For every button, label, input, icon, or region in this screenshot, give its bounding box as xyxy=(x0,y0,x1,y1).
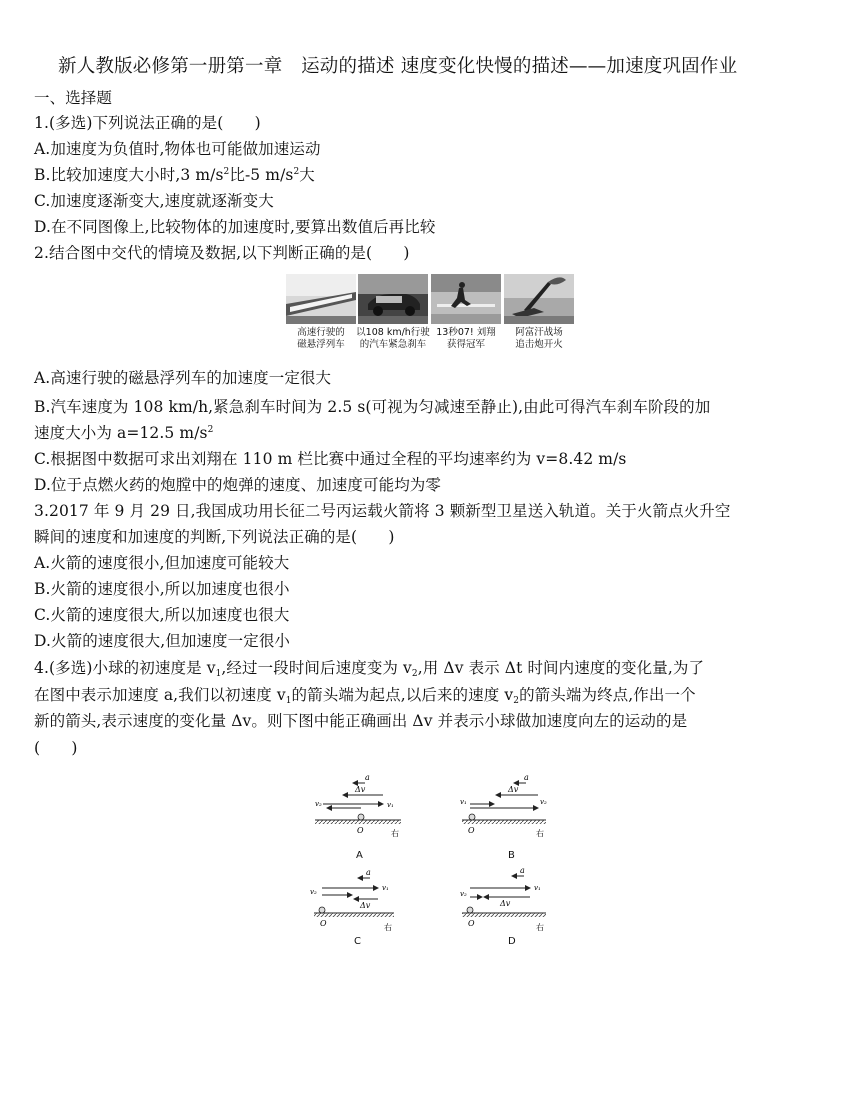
diagram-b-dv-label: Δv xyxy=(508,785,519,794)
diagram-c-v1-label: v₁ xyxy=(382,884,389,892)
diagram-b-v2-label: v₂ xyxy=(540,798,547,806)
diagram-d-v1-label: v₁ xyxy=(534,884,541,892)
diagram-b xyxy=(458,770,548,860)
q1-option-c: C.加速度逐渐变大,速度就逐渐变大 xyxy=(34,192,274,210)
q3-stem-line2: 瞬间的速度和加速度的判断,下列说法正确的是( ) xyxy=(34,528,395,546)
diagram-b-v1-label: v₁ xyxy=(460,798,467,806)
page-title: 新人教版必修第一册第一章 运动的描述 速度变化快慢的描述——加速度巩固作业 xyxy=(58,56,738,77)
photo-caption-maglev: 高速行驶的 磁悬浮列车 xyxy=(297,327,345,350)
section-heading: 一、选择题 xyxy=(34,89,113,107)
diagram-c-v2-label: v₂ xyxy=(310,888,317,896)
diagram-a-origin-label: O xyxy=(357,826,364,835)
q1-option-d: D.在不同图像上,比较物体的加速度时,要算出数值后再比较 xyxy=(34,218,436,236)
diagram-b-caption: B xyxy=(508,850,515,861)
diagram-d xyxy=(458,866,548,956)
q2-option-b-line1: B.汽车速度为 108 km/h,紧急刹车时间为 2.5 s(可视为匀减速至静止),由此可得汽车刹车阶段的加 xyxy=(34,398,711,416)
diagram-d-dv-label: Δv xyxy=(500,899,511,908)
car-braking-photo xyxy=(358,274,428,324)
q1-option-a: A.加速度为负值时,物体也可能做加速运动 xyxy=(34,140,321,158)
diagram-a-v1-label: v₁ xyxy=(387,801,394,809)
photo-caption-mortar: 阿富汗战场 追击炮开火 xyxy=(515,327,563,350)
diagram-a-dv-label: Δv xyxy=(355,785,366,794)
diagram-c xyxy=(308,866,398,956)
diagram-a-accel-label: a xyxy=(365,773,370,782)
q2-option-b-line2: 速度大小为 a=12.5 $m/s^2$ xyxy=(34,424,214,442)
q3-stem-line1: 3.2017 年 9 月 29 日,我国成功用长征二号丙运载火箭将 3 颗新型卫星送入轨道。关于火箭点火升空 xyxy=(34,502,731,520)
q2-option-c: C.根据图中数据可求出刘翔在 110 m 栏比赛中通过全程的平均速率约为 v=8.42 m/s xyxy=(34,450,627,468)
diagram-b-accel-label: a xyxy=(524,773,529,782)
diagram-b-origin-label: O xyxy=(468,826,475,835)
q2-option-d: D.位于点燃火药的炮膛中的炮弹的速度、加速度可能均为零 xyxy=(34,476,442,494)
diagram-a-caption: A xyxy=(356,850,363,861)
diagram-d-accel-label: a xyxy=(520,866,525,875)
diagram-d-caption: D xyxy=(508,936,516,947)
diagram-d-v2-label: v₂ xyxy=(460,890,467,898)
diagram-a xyxy=(313,770,403,860)
diagram-d-origin-label: O xyxy=(468,919,475,928)
q3-option-a: A.火箭的速度很小,但加速度可能较大 xyxy=(34,554,290,572)
q4-stem-line2: 在图中表示加速度 a,我们以初速度 $v_1$的箭头端为起点,以后来的速度 $v_2$的箭头端为终点,作出一个 xyxy=(34,686,696,706)
q1-option-b: B.比较加速度大小时,3 $m/s^2$比-5 $m/s^2$大 xyxy=(34,166,315,184)
q2-photo-strip xyxy=(286,274,574,354)
diagram-a-v2-label: v₂ xyxy=(315,800,322,808)
mortar-fire-photo xyxy=(504,274,574,324)
q3-option-c: C.火箭的速度很大,所以加速度也很大 xyxy=(34,606,290,624)
q4-stem-line1: 4.(多选)小球的初速度是 $v_1$,经过一段时间后速度变为 $v_2$,用 Δv 表示 Δt 时间内速度的变化量,为了 xyxy=(34,659,705,679)
q1-stem: 1.(多选)下列说法正确的是( ) xyxy=(34,114,261,132)
q2-stem: 2.结合图中交代的情境及数据,以下判断正确的是( ) xyxy=(34,244,410,262)
diagram-c-accel-label: a xyxy=(366,868,371,877)
q4-stem-line4: ( ) xyxy=(34,739,78,757)
diagram-d-right-label: 右 xyxy=(536,923,544,932)
q4-stem-line3: 新的箭头,表示速度的变化量 Δv。则下图中能正确画出 Δv 并表示小球做加速度向左的运动的是 xyxy=(34,712,688,730)
q3-option-d: D.火箭的速度很大,但加速度一定很小 xyxy=(34,632,291,650)
q3-option-b: B.火箭的速度很小,所以加速度也很小 xyxy=(34,580,290,598)
photo-caption-car: 以108 km/h行驶 的汽车紧急刹车 xyxy=(356,327,430,350)
diagram-c-caption: C xyxy=(354,936,361,947)
maglev-train-photo xyxy=(286,274,356,324)
diagram-c-origin-label: O xyxy=(320,919,327,928)
diagram-a-right-label: 右 xyxy=(391,829,399,838)
diagram-b-right-label: 右 xyxy=(536,829,544,838)
photo-caption-hurdle: 13秒07! 刘翔 获得冠军 xyxy=(436,327,496,350)
diagram-c-right-label: 右 xyxy=(384,923,392,932)
diagram-c-dv-label: Δv xyxy=(360,901,371,910)
q2-option-a: A.高速行驶的磁悬浮列车的加速度一定很大 xyxy=(34,369,332,387)
hurdle-race-photo xyxy=(431,274,501,324)
